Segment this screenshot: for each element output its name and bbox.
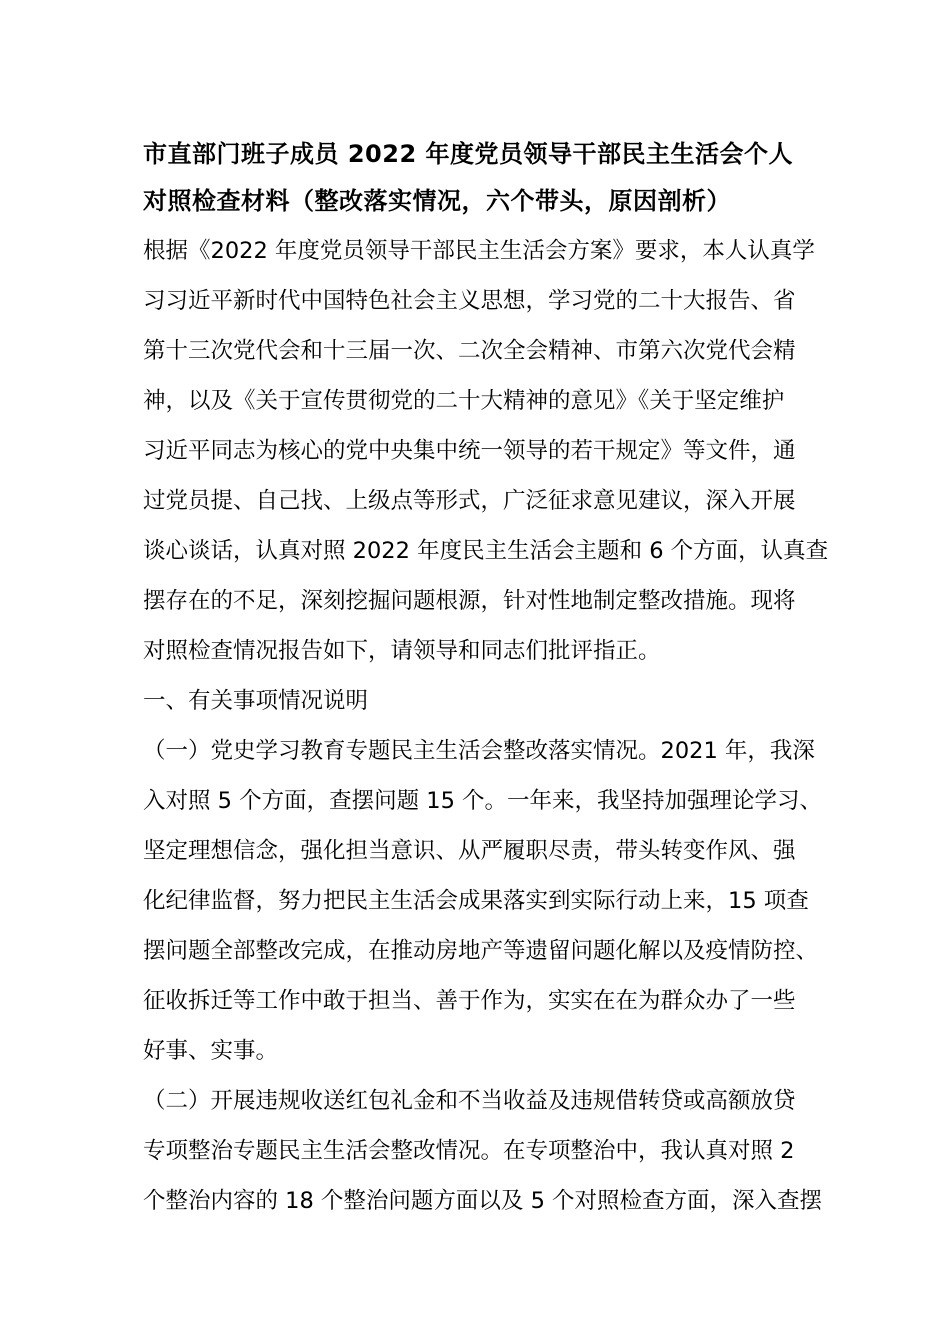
- body-line: 摆问题全部整改完成，在推动房地产等遗留问题化解以及疫情防控、: [143, 938, 819, 964]
- body-line: 好事、实事。: [143, 1038, 279, 1064]
- section-heading: 一、有关事项情况说明: [143, 688, 369, 714]
- document-title-line-1: 市直部门班子成员 2022 年度党员领导干部民主生活会个人: [143, 140, 794, 168]
- body-line: （一）党史学习教育专题民主生活会整改落实情况。2021 年，我深: [143, 738, 815, 764]
- body-line: 坚定理想信念，强化担当意识、从严履职尽责，带头转变作风、强: [143, 838, 796, 864]
- body-line: 神，以及《关于宣传贯彻党的二十大精神的意见》《关于坚定维护: [143, 388, 785, 414]
- document-title-line-2: 对照检查材料（整改落实情况，六个带头，原因剖析）: [143, 187, 731, 215]
- body-line: 第十三次党代会和十三届一次、二次全会精神、市第六次党代会精: [143, 338, 796, 364]
- body-line: 谈心谈话，认真对照 2022 年度民主生活会主题和 6 个方面，认真查: [143, 538, 829, 564]
- body-line: 入对照 5 个方面，查摆问题 15 个。一年来，我坚持加强理论学习、: [143, 788, 823, 814]
- body-line: （二）开展违规收送红包礼金和不当收益及违规借转贷或高额放贷: [143, 1088, 796, 1114]
- body-line: 个整治内容的 18 个整治问题方面以及 5 个对照检查方面，深入查摆: [143, 1188, 823, 1214]
- body-line: 习近平同志为核心的党中央集中统一领导的若干规定》等文件，通: [143, 438, 796, 464]
- body-line: 对照检查情况报告如下，请领导和同志们批评指正。: [143, 638, 661, 664]
- body-line: 习习近平新时代中国特色社会主义思想，学习党的二十大报告、省: [143, 288, 796, 314]
- body-line: 过党员提、自己找、上级点等形式，广泛征求意见建议，深入开展: [143, 488, 796, 514]
- body-line: 摆存在的不足，深刻挖掘问题根源，针对性地制定整改措施。现将: [143, 588, 796, 614]
- body-line: 专项整治专题民主生活会整改情况。在专项整治中，我认真对照 2: [143, 1138, 795, 1164]
- body-line: 征收拆迁等工作中敢于担当、善于作为，实实在在为群众办了一些: [143, 988, 796, 1014]
- body-line: 化纪律监督，努力把民主生活会成果落实到实际行动上来，15 项查: [143, 888, 809, 914]
- body-line: 根据《2022 年度党员领导干部民主生活会方案》要求，本人认真学: [143, 238, 815, 264]
